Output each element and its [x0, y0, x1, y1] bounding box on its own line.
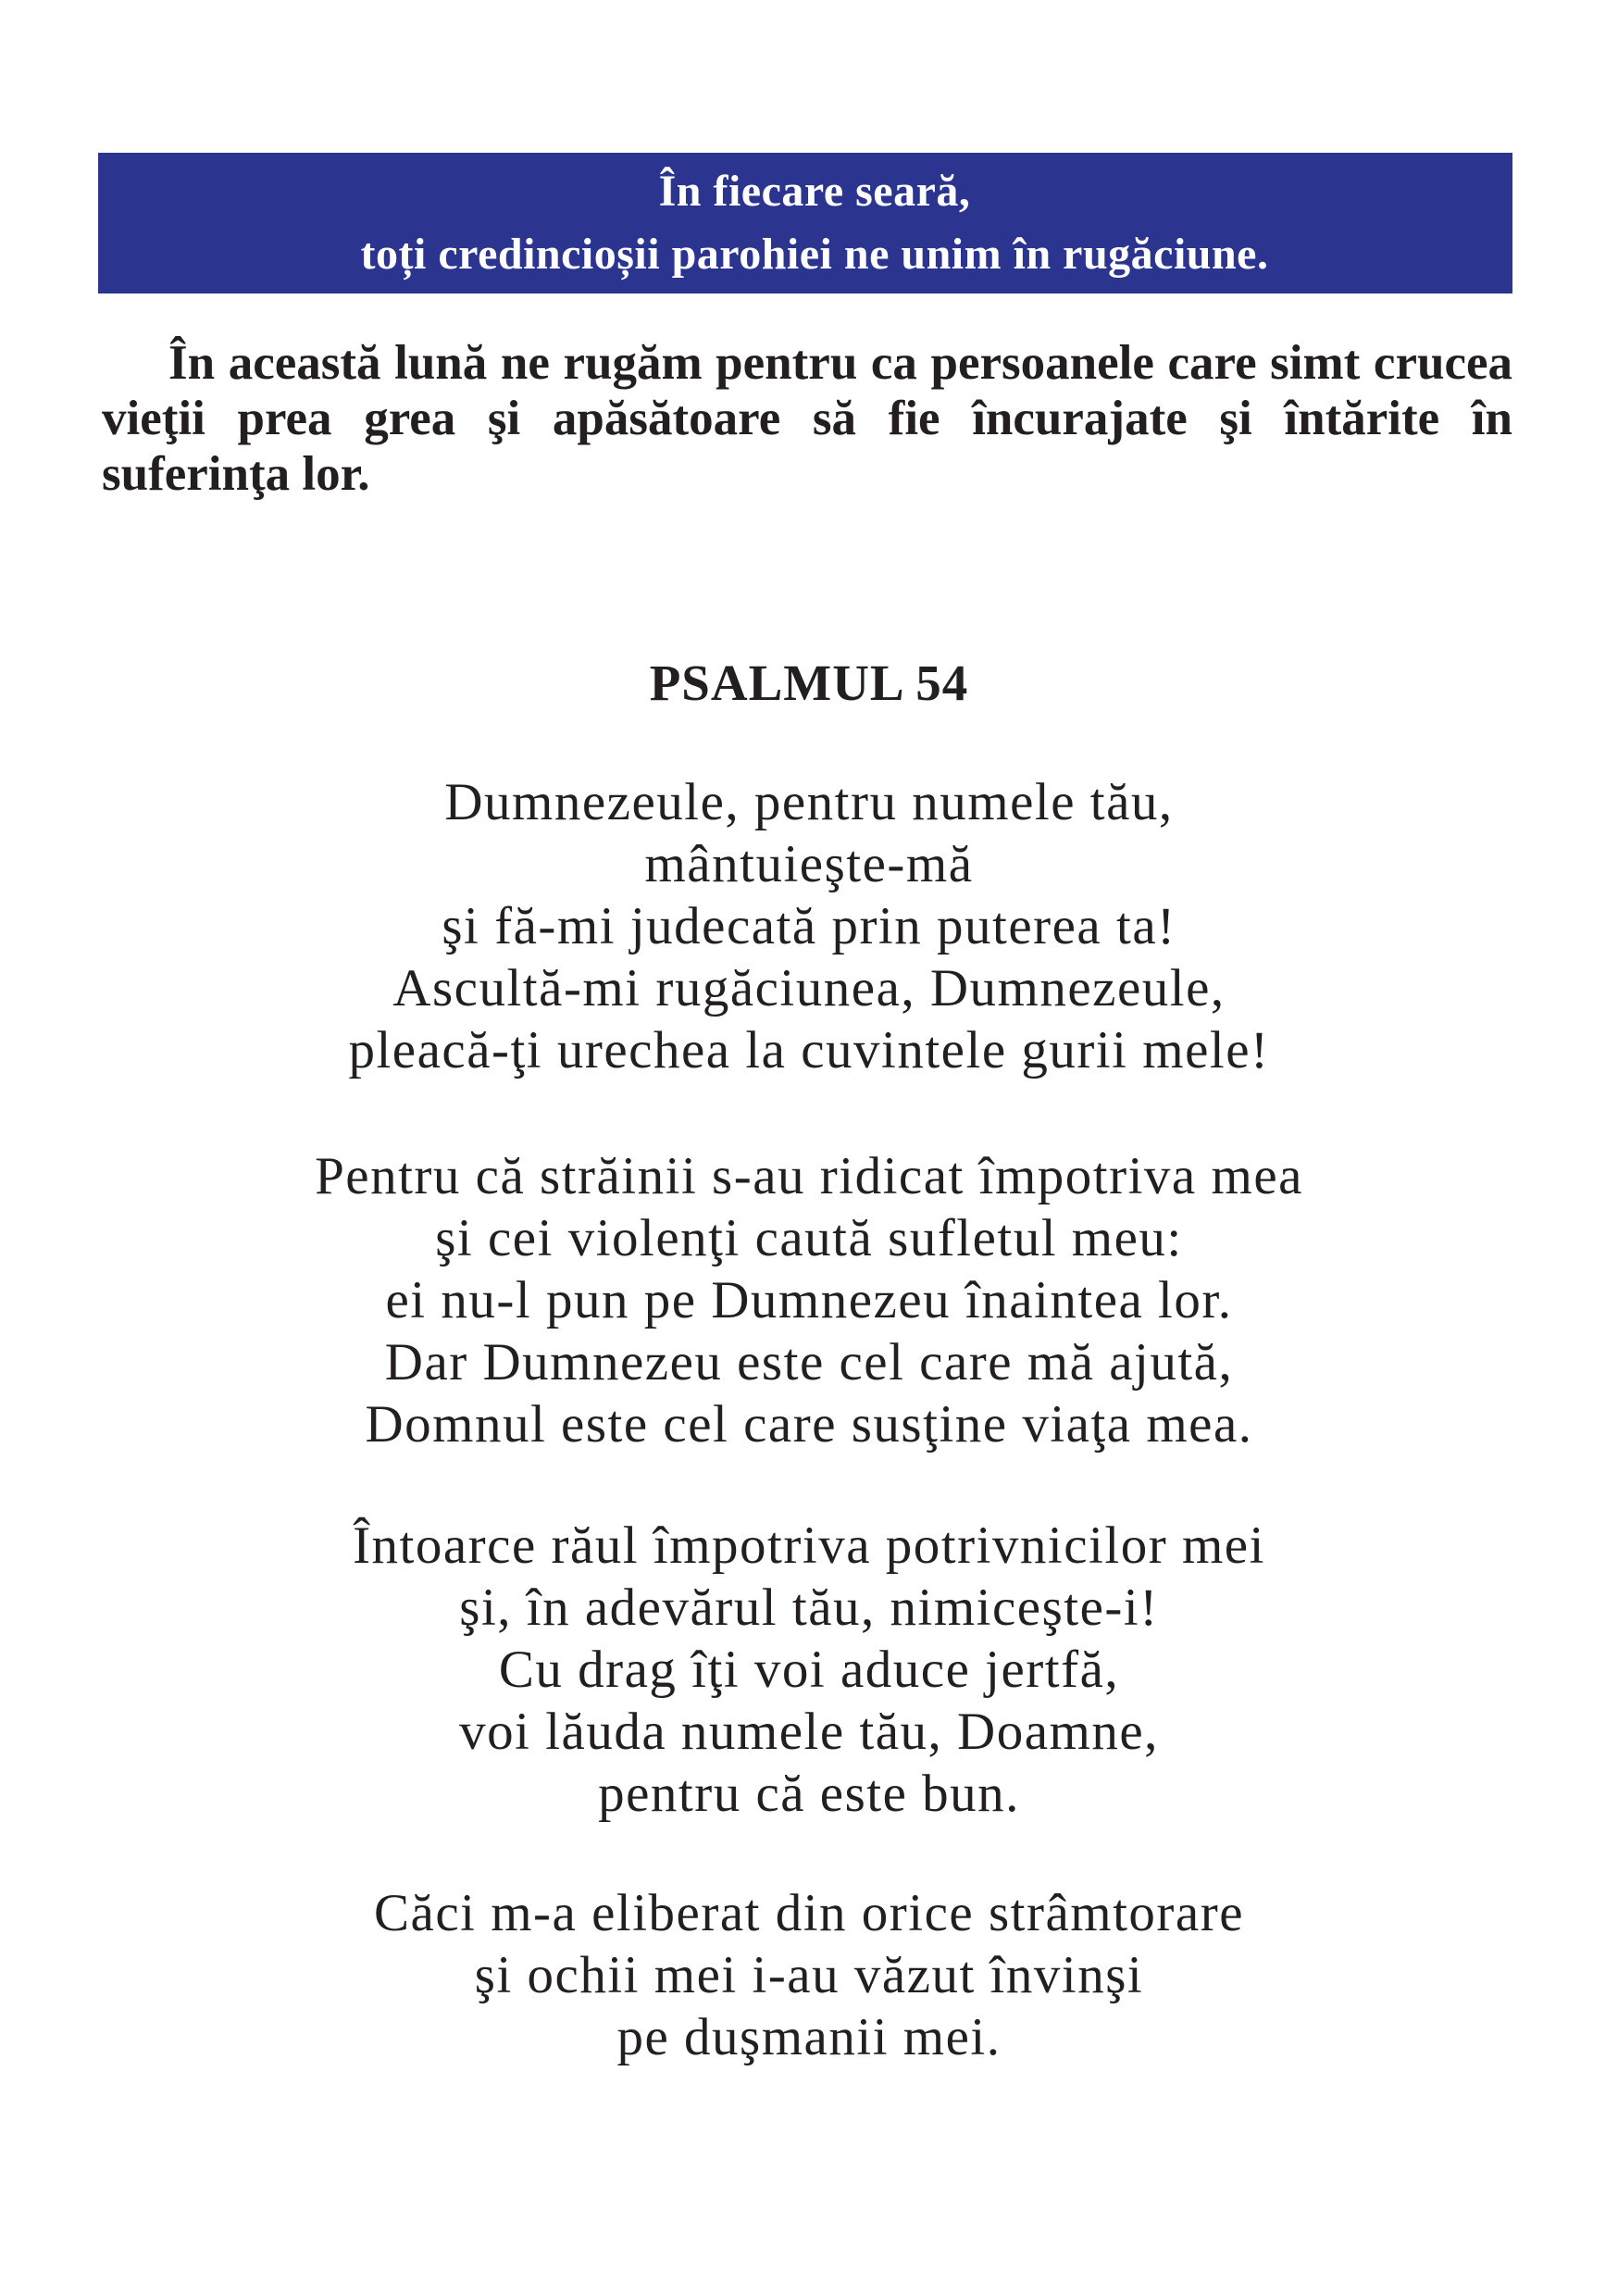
psalm-line: şi ochii mei i-au văzut învinşi	[474, 1946, 1144, 2004]
psalm-stanza-4	[0, 1882, 1618, 2068]
psalm-line: ei nu-l pun pe Dumnezeu înaintea lor.	[385, 1271, 1233, 1329]
banner-line-1: În fiecare seară,	[658, 167, 971, 216]
psalm-line: pleacă-ţi urechea la cuvintele gurii mele!	[348, 1021, 1270, 1079]
psalm-line: şi fă-mi judecată prin puterea ta!	[442, 897, 1176, 955]
psalm-stanza-3	[0, 1515, 1618, 1825]
monthly-intention-paragraph: În această lună ne rugăm pentru ca persoanele care simt crucea vieţii prea grea şi apăsătoare să fie încurajate şi întărite în suferinţa lor.	[102, 336, 1512, 501]
psalm-line: Ascultă-mi rugăciunea, Dumnezeule,	[392, 959, 1226, 1017]
psalm-stanza-1	[0, 771, 1618, 1081]
psalm-line: pe duşmanii mei.	[616, 2008, 1002, 2066]
psalm-line: Cu drag îţi voi aduce jertfă,	[498, 1641, 1120, 1699]
psalm-line: Întoarce răul împotriva potrivnicilor mei	[353, 1516, 1265, 1575]
psalm-line: Dar Dumnezeu este cel care mă ajută,	[384, 1333, 1234, 1391]
psalm-line: Pentru că străinii s-au ridicat împotriva mea	[315, 1147, 1303, 1205]
psalm-line: Dumnezeule, pentru numele tău,	[444, 773, 1174, 831]
psalm-line: voi lăuda numele tău, Doamne,	[459, 1703, 1159, 1761]
psalm-line: Domnul este cel care susţine viaţa mea.	[365, 1395, 1253, 1454]
psalm-line: şi, în adevărul tău, nimiceşte-i!	[459, 1578, 1159, 1637]
psalm-line: pentru că este bun.	[598, 1765, 1020, 1823]
evening-prayer-banner	[98, 153, 1512, 293]
psalm-line: şi cei violenţi caută sufletul meu:	[435, 1209, 1183, 1267]
psalm-stanza-2	[0, 1145, 1618, 1455]
psalm-line: Căci m-a eliberat din orice strâmtorare	[374, 1884, 1244, 1942]
psalm-title: PSALMUL 54	[649, 655, 969, 711]
banner-line-2: toți credincioșii parohiei ne unim în rugăciune.	[360, 230, 1269, 279]
psalm-line: mântuieşte-mă	[644, 835, 974, 893]
